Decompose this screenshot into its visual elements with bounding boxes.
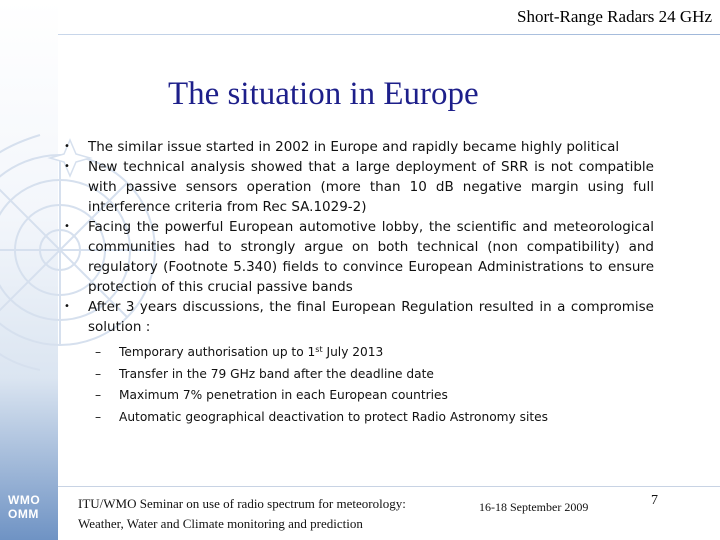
footer-seminar-line: ITU/WMO Seminar on use of radio spectrum for meteorology: <box>78 496 406 511</box>
footer-divider <box>58 486 720 487</box>
sub-bullet-text: Maximum 7% penetration in each European countries <box>119 388 448 402</box>
ordinal-suffix: st <box>315 345 323 354</box>
bullet-text: The similar issue started in 2002 in Europe and rapidly became highly political <box>88 139 620 155</box>
sub-bullet-item <box>62 407 654 429</box>
bullet-text: Facing the powerful European automotive lobby, the scientific and meteorological communities had to strongly argue on both technical (non compatibility) and regulatory (Footnote 5.340) fields to convince European Administrations to ensure protection of this crucial passive bands <box>88 219 654 295</box>
bullet-text: After 3 years discussions, the final European Regulation resulted in a compromise solution : <box>88 299 654 335</box>
sub-bullet-marker: – <box>95 366 102 381</box>
slide-title: The situation in Europe <box>168 76 479 112</box>
sub-bullet-item <box>62 342 654 364</box>
slide-content <box>62 137 654 428</box>
footer-date: 16-18 September 2009 <box>479 500 589 514</box>
sub-bullet-marker: – <box>95 345 102 359</box>
footer-seminar <box>78 494 448 534</box>
sub-bullet-item <box>62 364 654 386</box>
footer-seminar-line: Weather, Water and Climate monitoring and prediction <box>78 516 363 531</box>
sub-bullet-text: Temporary authorisation up to 1 <box>119 345 316 359</box>
bullet-marker: • <box>64 161 70 172</box>
sub-bullet-text: July 2013 <box>322 345 384 359</box>
sub-bullet-marker: – <box>95 409 102 424</box>
page-number: 7 <box>651 493 658 508</box>
bullet-item <box>62 137 654 157</box>
sub-bullet-text: Transfer in the 79 GHz band after the deadline date <box>119 366 434 381</box>
bullet-item <box>62 297 654 337</box>
bullet-marker: • <box>64 141 70 152</box>
sub-bullet-text: Automatic geographical deactivation to protect Radio Astronomy sites <box>119 409 548 424</box>
header-divider <box>58 34 720 35</box>
bullet-marker: • <box>64 221 70 232</box>
sub-bullet-item <box>62 385 654 407</box>
bullet-item <box>62 157 654 217</box>
header-corner-title: Short-Range Radars 24 GHz <box>517 7 712 26</box>
wmo-logo <box>8 493 50 521</box>
logo-wmo-text: WMO <box>8 493 41 507</box>
bullet-item <box>62 217 654 297</box>
bullet-text: New technical analysis showed that a large deployment of SRR is not compatible with passive sensors operation (more than 10 dB negative margin using full interference criteria from Rec SA.1029-2) <box>88 159 654 215</box>
logo-omm-text: OMM <box>8 507 39 521</box>
sub-bullet-marker: – <box>95 388 102 402</box>
bullet-marker: • <box>64 301 70 312</box>
